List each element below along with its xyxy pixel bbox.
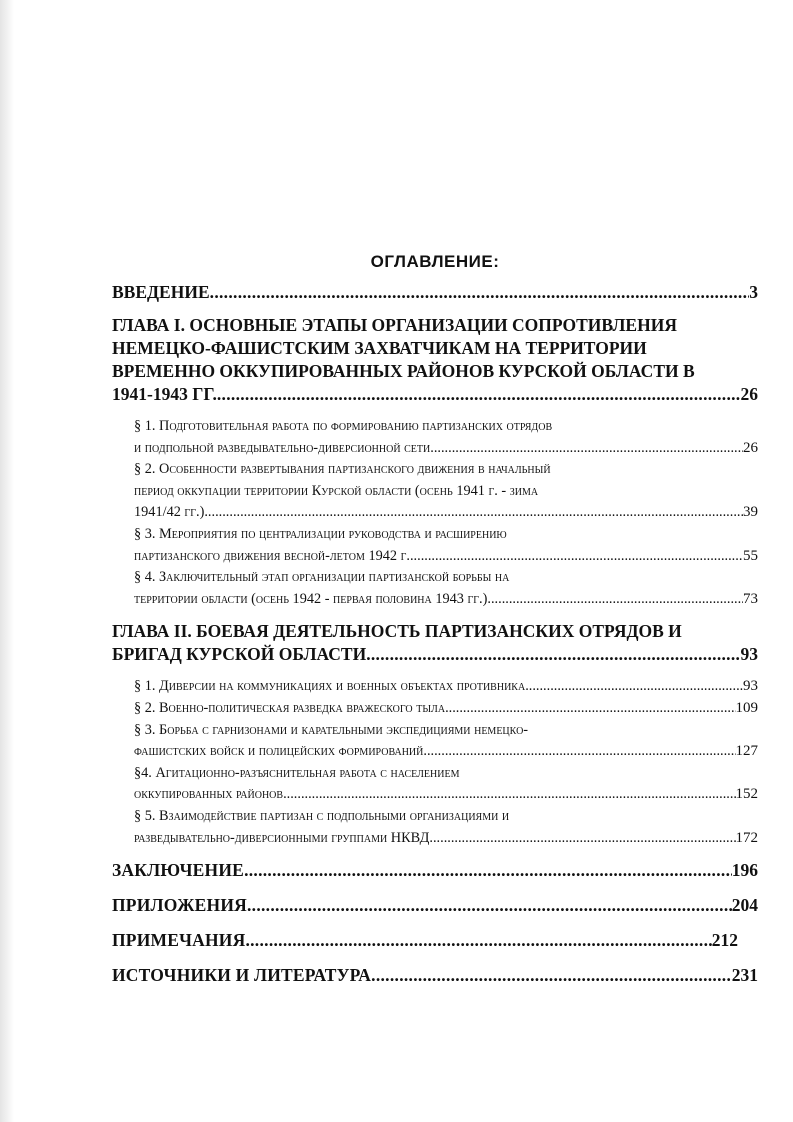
page-number: 127 — [735, 743, 758, 760]
entry-label: ВВЕДЕНИЕ — [112, 282, 210, 302]
page-number: 73 — [743, 590, 758, 607]
chapter-title-line: НЕМЕЦКО-ФАШИСТСКИМ ЗАХВАТЧИКАМ НА ТЕРРИТОРИИ — [112, 338, 647, 358]
dot-leader — [487, 589, 743, 611]
section-title-line: § 1. Подготовительная работа по формированию партизанских отрядов — [134, 418, 553, 434]
toc-entry-chapter-2[interactable] — [112, 620, 758, 666]
dot-leader — [525, 676, 743, 698]
page-number: 204 — [731, 895, 758, 916]
toc-heading: ОГЛАВЛЕНИЕ: — [370, 252, 500, 271]
chapter-title-last-line — [112, 643, 758, 666]
page-number: 93 — [740, 644, 758, 665]
page-number: 93 — [743, 678, 758, 695]
entry-label: и подпольной разведывательно-диверсионной сети — [134, 439, 431, 456]
entry-label: БРИГАД КУРСКОЙ ОБЛАСТИ — [112, 644, 367, 665]
dot-leader — [283, 784, 735, 806]
dot-leader — [247, 894, 732, 917]
page-number: 109 — [735, 699, 758, 716]
section-title-line: § 2. Особенности развертывания партизанского движения в начальный — [134, 461, 551, 478]
section-last-line — [134, 502, 758, 524]
dot-leader — [245, 929, 711, 952]
section-last-line — [134, 676, 758, 698]
chapter-1-sections — [112, 416, 758, 610]
section-title-line: §4. Агитационно-разъяснительная работа с населением — [134, 764, 460, 781]
section-last-line — [134, 589, 758, 611]
dot-leader — [429, 828, 735, 850]
entry-label: § 1. Диверсии на коммуникациях и военных объектах противника — [134, 678, 526, 695]
toc-entry-section[interactable] — [134, 524, 758, 567]
page-number: 55 — [743, 547, 758, 564]
dot-leader — [217, 383, 741, 406]
page-number: 3 — [749, 282, 758, 302]
section-last-line — [134, 438, 758, 460]
chapter-title-line: ГЛАВА II. БОЕВАЯ ДЕЯТЕЛЬНОСТЬ ПАРТИЗАНСКИХ ОТРЯДОВ И — [112, 621, 682, 642]
entry-label: ИСТОЧНИКИ И ЛИТЕРАТУРА — [112, 965, 372, 986]
entry-label: 1941/42 гг.) — [134, 504, 205, 521]
entry-label: ПРИМЕЧАНИЯ — [112, 930, 246, 951]
dot-leader — [430, 438, 743, 460]
dot-leader — [244, 859, 732, 882]
entry-label: фашистских войск и полицейских формирований — [134, 743, 424, 760]
toc-entry-section[interactable] — [134, 720, 758, 763]
section-title-line: § 3. Мероприятия по централизации руководства и расширению — [134, 525, 507, 542]
section-last-line — [134, 546, 758, 568]
chapter-title-line: ГЛАВА I. ОСНОВНЫЕ ЭТАПЫ ОРГАНИЗАЦИИ СОПРОТИВЛЕНИЯ — [112, 315, 677, 335]
toc-entry-section[interactable] — [134, 459, 758, 524]
toc-entry-section[interactable] — [134, 676, 758, 698]
page-number: 172 — [735, 829, 758, 846]
entry-label: разведывательно-диверсионными группами НКВД — [134, 829, 430, 846]
toc-entry-section[interactable] — [134, 763, 758, 806]
entry-label: оккупированных районов — [134, 786, 284, 803]
dot-leader — [423, 741, 735, 763]
section-title-line: § 3. Борьба с гарнизонами и карательными экспедициями немецко- — [134, 721, 529, 738]
toc-entry-sources-literature[interactable] — [112, 964, 758, 987]
toc-entry-notes[interactable] — [112, 929, 738, 952]
dot-leader — [445, 698, 735, 720]
dot-leader — [204, 502, 743, 524]
dot-leader — [371, 964, 732, 987]
table-of-contents — [112, 252, 758, 987]
section-last-line — [134, 741, 758, 763]
toc-entry-section[interactable] — [134, 567, 758, 610]
section-last-line — [134, 698, 758, 720]
toc-entry-section[interactable] — [134, 698, 758, 720]
section-last-line — [134, 784, 758, 806]
entry-label: 1941-1943 ГГ. — [112, 384, 217, 404]
dot-leader — [366, 643, 740, 666]
toc-entry-section[interactable] — [134, 806, 758, 849]
entry-label: территории области (осень 1942 - первая половина 1943 гг.) — [134, 590, 488, 607]
entry-label: § 2. Военно-политическая разведка вражеского тыла — [134, 699, 446, 716]
toc-entry-introduction[interactable] — [112, 281, 758, 304]
section-title-line: § 5. Взаимодействие партизан с подпольными организациями и — [134, 807, 510, 824]
section-title-line: период оккупации территории Курской области (осень 1941 г. - зима — [134, 482, 539, 499]
page-number: 39 — [743, 504, 758, 521]
entry-label: ЗАКЛЮЧЕНИЕ — [112, 860, 245, 881]
page-number: 26 — [740, 384, 758, 404]
section-last-line — [134, 828, 758, 850]
page-number: 231 — [731, 965, 758, 986]
section-title-line: § 4. Заключительный этап организации партизанской борьбы на — [134, 569, 510, 586]
dot-leader — [210, 281, 750, 304]
toc-entry-section[interactable] — [134, 416, 758, 459]
toc-entry-appendices[interactable] — [112, 894, 758, 917]
chapter-2-sections — [112, 676, 758, 849]
entry-label: партизанского движения весной-летом 1942 г. — [134, 547, 410, 564]
dot-leader — [410, 546, 743, 568]
chapter-title-line: ВРЕМЕННО ОККУПИРОВАННЫХ РАЙОНОВ КУРСКОЙ ОБЛАСТИ В — [112, 361, 695, 381]
toc-entry-conclusion[interactable] — [112, 859, 758, 882]
page-number: 196 — [731, 860, 758, 881]
chapter-title-last-line — [112, 383, 758, 406]
page-number: 152 — [735, 786, 758, 803]
entry-label: ПРИЛОЖЕНИЯ — [112, 895, 247, 916]
toc-entry-chapter-1[interactable] — [112, 314, 758, 406]
page-number: 212 — [711, 930, 738, 951]
page-number: 26 — [743, 439, 758, 456]
scan-shadow-edge — [0, 0, 14, 1122]
